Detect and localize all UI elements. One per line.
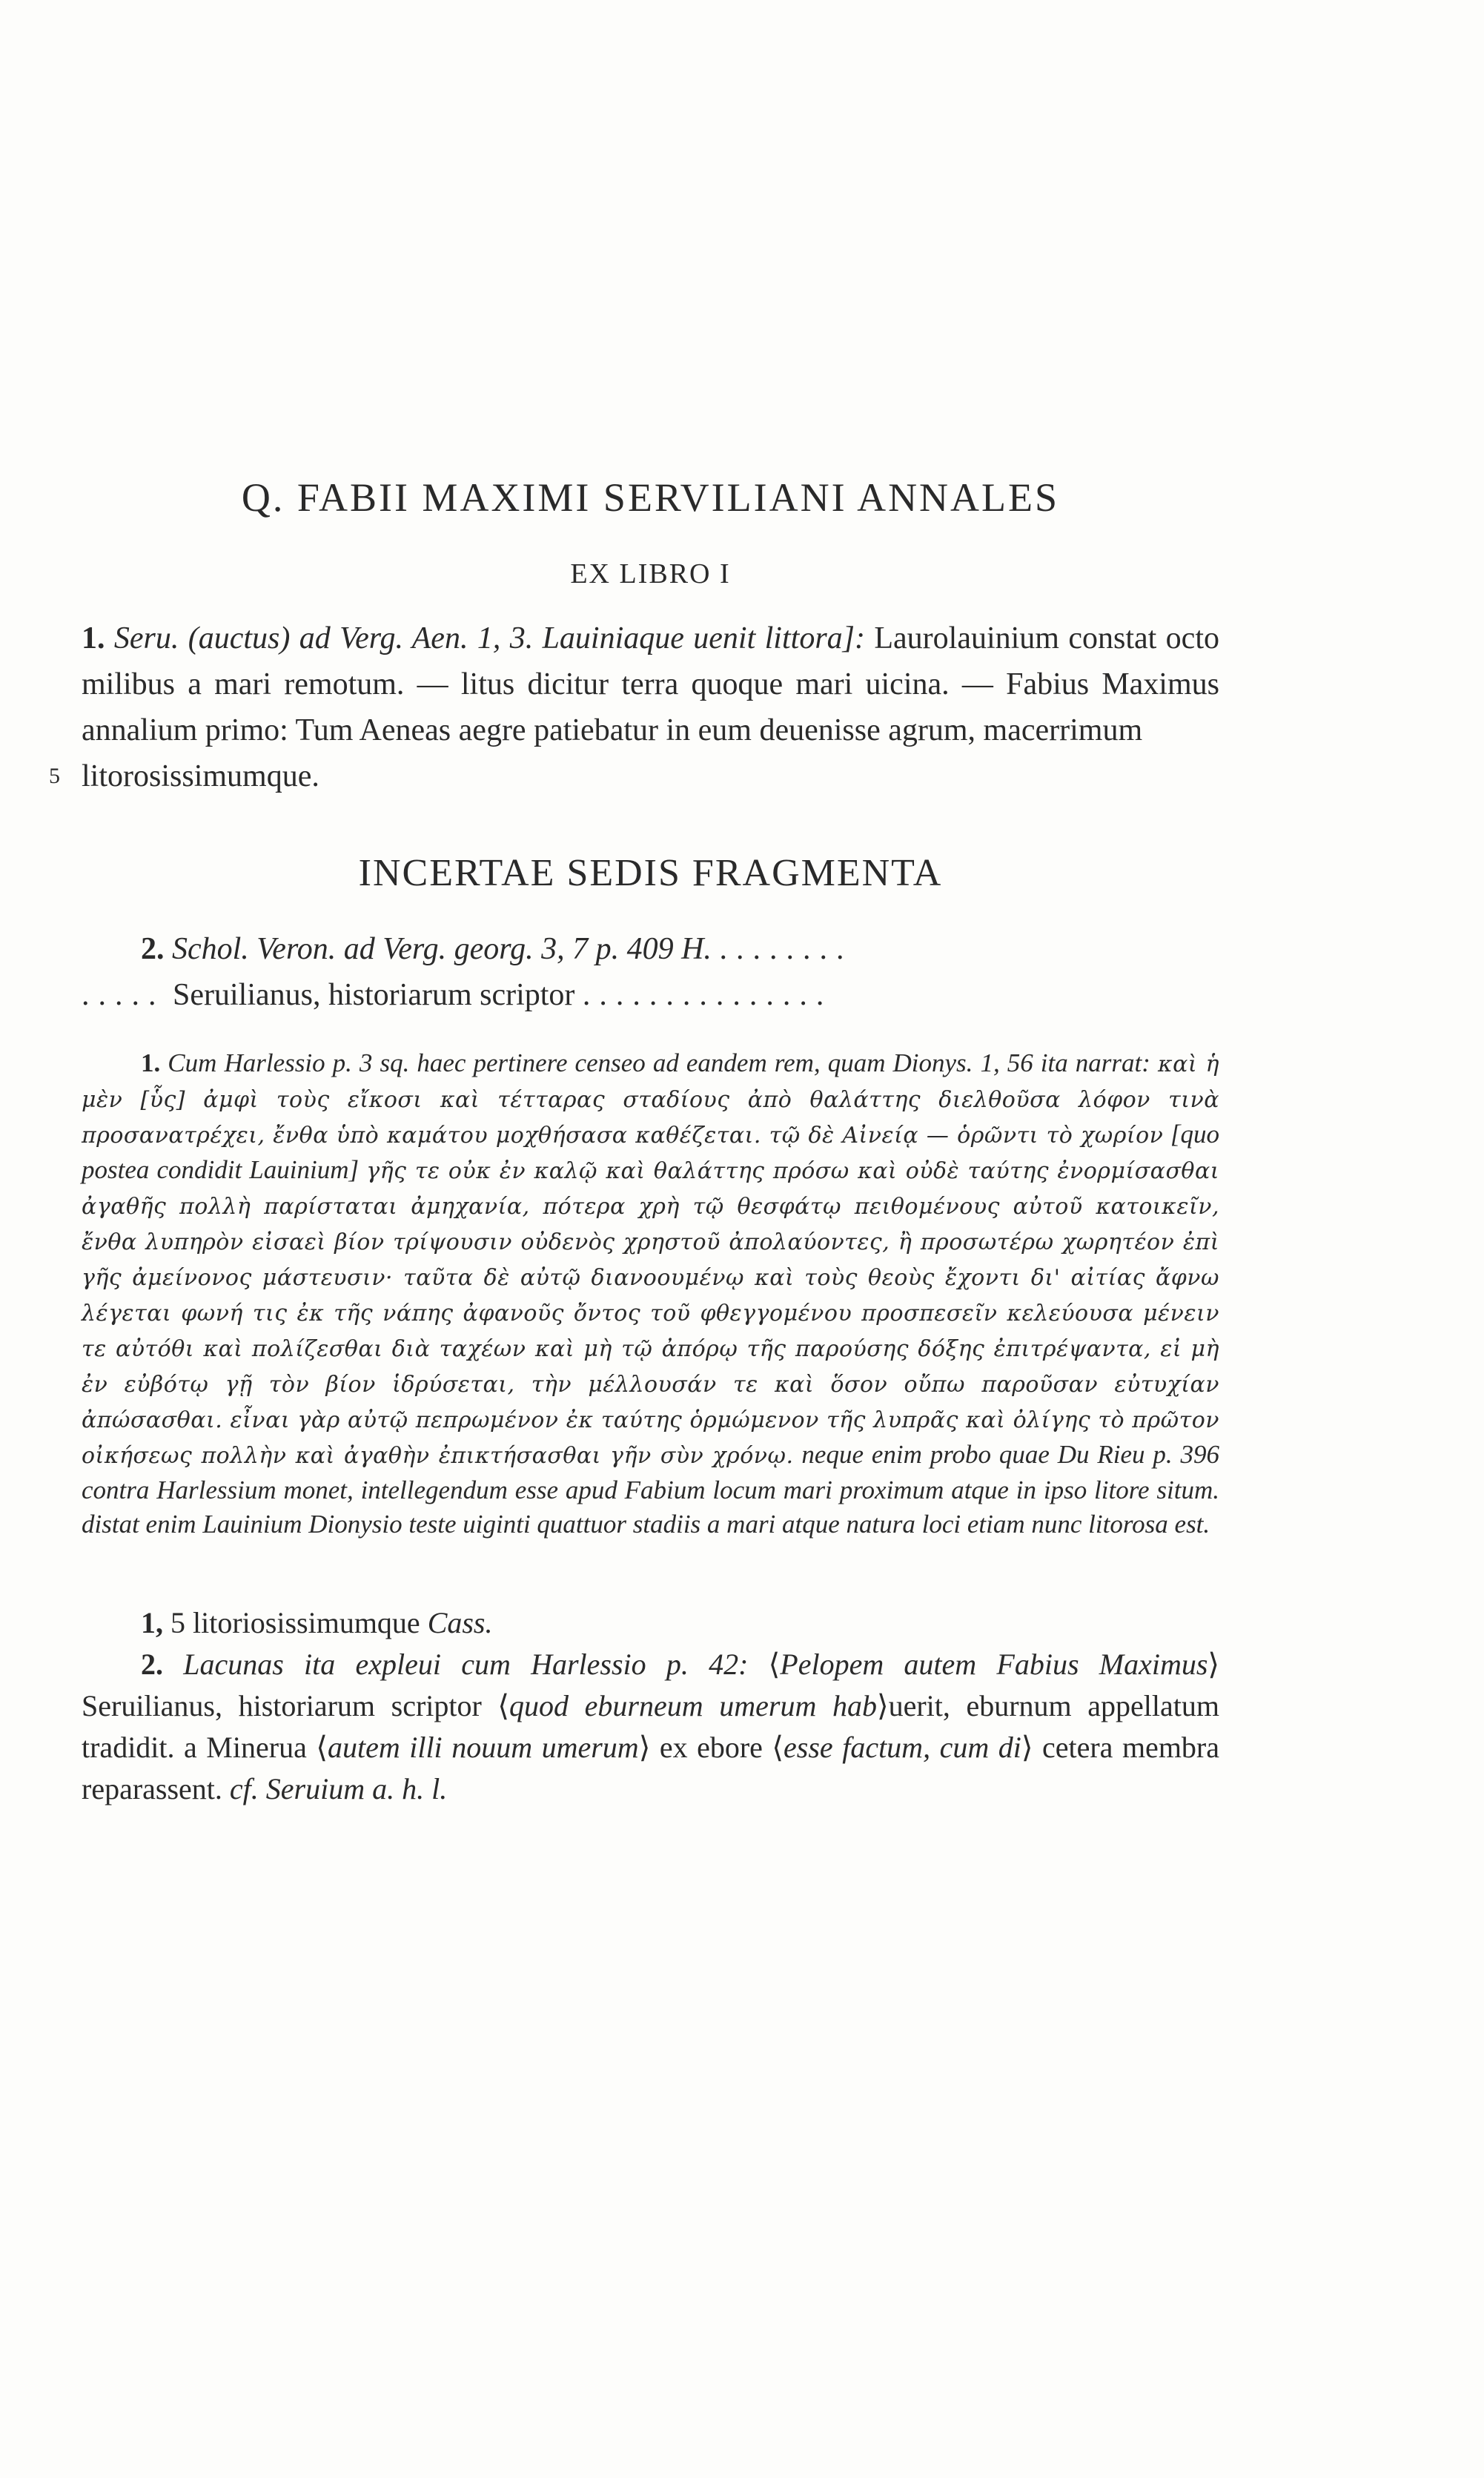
apparatus-1-source: Cass.: [427, 1606, 493, 1639]
apparatus-2: 2. Lacunas ita expleui cum Harlessio p. 42: ⟨Pelopem autem Fabius Maximus⟩ Seruilianus, historiarum scriptor ⟨quod eburneum umerum hab⟩uerit, eburnum appellatum tradidit. a Minerua ⟨autem illi nouum umerum⟩ ex ebore ⟨esse factum, cum di⟩ cetera membra reparassent. cf. Seruium a. h. l.: [82, 1648, 1220, 1805]
fragment-1: [49, 615, 1219, 799]
apparatus-2-text-1: uerit, eburnum appellatum tradidit. a Minerua: [82, 1689, 1219, 1764]
apparatus-2-supplement-1: Pelopem autem Fabius Maximus: [780, 1648, 1208, 1681]
apparatus-1-line: 5: [170, 1606, 185, 1639]
apparatus-2-supplement-4: esse factum, cum di: [784, 1731, 1021, 1764]
page: [49, 475, 1220, 1810]
page-title: Q. FABII MAXIMI SERVILIANI ANNALES: [241, 475, 1060, 520]
fragment-2-source: Schol. Veron. ad Verg. georg. 3, 7 p. 409 H.: [172, 932, 712, 966]
note-1-intro: Cum Harlessio p. 3 sq. haec pertinere censeo ad eandem rem, quam Dionys. 1, 56 ita narrat:: [168, 1048, 1150, 1077]
apparatus-1-ref: 1,: [141, 1606, 163, 1639]
apparatus-2-supplement-3: autem illi nouum umerum: [327, 1731, 639, 1764]
fragment-2-dots-b: .....: [82, 978, 165, 1012]
book-subtitle: EX LIBRO I: [570, 558, 731, 589]
note-1-outro: neque enim probo quae Du Rieu p. 396 contra Harlessium monet, intellegendum esse apud Fabium locum mari proximum atque in ipso litore situm. distat enim Lauinium Dionysio teste uiginti quattuor stadiis a mari atque natura loci etiam nunc litorosa est.: [82, 1440, 1220, 1539]
fragment-2-text: Seruilianus, historiarum scriptor: [173, 978, 575, 1012]
note-1-greek-a: καὶ ἡ μὲν [ὗς] ἀμφὶ τοὺς εἴκοσι καὶ τέτταρας σταδίους ἀπὸ θαλάττης διελθοῦσα λόφον τινὰ προσανατρέχει, ἔνθα ὑπὸ καμάτου μοχθήσασα καθέζεται. τῷ δὲ Αἰνείᾳ — ὁρῶντι τὸ χωρίον: [82, 1051, 1219, 1149]
fragment-1-text: Laurolauinium constat octo milibus a mari remotum. — litus dicitur terra quoque mari uicina. — Fabius Maximus annalium primo: Tum Aeneas aegre patiebatur in eum deuenisse agrum, macerrimum: [82, 621, 1219, 747]
spacer: [82, 1018, 1219, 1046]
line-number: 5: [49, 764, 60, 788]
note-1-number: 1.: [141, 1048, 161, 1077]
apparatus-2-supplement-2: quod eburneum umerum hab: [509, 1689, 877, 1722]
apparatus-2-text-3: cetera membra reparassent.: [82, 1731, 1220, 1805]
apparatus-1: [82, 1602, 1219, 1644]
note-1-bracket: [quo postea condidit Lauinium]: [82, 1120, 1220, 1184]
apparatus-2-name: Seruilianus, historiarum scriptor: [82, 1689, 482, 1722]
fragment-1-number: 1.: [82, 621, 105, 655]
fragment-2-number: 2.: [141, 932, 165, 966]
fragment-1-lemma: Lauiniaque uenit littora]:: [542, 621, 865, 655]
note-1-greek-b: γῆς τε οὐκ ἐν καλῷ καὶ θαλάττης πρόσω καὶ οὐδὲ ταύτης ἐνορμίσασθαι ἀγαθῆς πολλὴ παρίσταται ἀμηχανία, πότερα χρὴ τῷ θεσφάτῳ πειθομένους αὐτοῦ κατοικεῖν, ἔνθα λυπηρὸν εἰσαεὶ βίον τρίψουσιν οὐδενὸς χρηστοῦ ἀπολαύοντες, ἢ προσωτέρω χωρητέον ἐπὶ γῆς ἀμείνονος μάστευσιν· ταῦτα δὲ αὐτῷ διανοουμένῳ καὶ τοὺς θεοὺς ἔχοντι δι' αἰτίας ἄφνω λέγεται φωνή τις ἐκ τῆς νάπης ἀφανοῦς ὄντος τοῦ φθεγγομένου προσπεσεῖν κελεύουσα μένειν τε αὐτόθι καὶ πολίζεσθαι διὰ ταχέων καὶ μὴ τῷ ἀπόρῳ τῆς παρούσης δόξης ἐπιτρέψαντα, εἰ μὴ ἐν εὐβότῳ γῇ τὸν βίον ἱδρύσεται, τὴν μέλλουσάν τε καὶ ὅσον οὔπω παροῦσαν εὐτυχίαν ἀπώσασθαι. εἶναι γὰρ αὐτῷ πεπρωμένον ἐκ ταύτης ὁρμώμενον τῆς λυπρᾶς καὶ ὀλίγης τὸ πρῶτον οἰκήσεως πολλὴν καὶ ἀγαθὴν ἐπικτήσασθαι γῆν σὺν χρόνῳ.: [82, 1158, 1219, 1469]
apparatus-2-text-2: ex ebore: [659, 1731, 763, 1764]
apparatus-2-intro: Lacunas ita expleui cum Harlessio p. 42:: [183, 1648, 749, 1681]
apparatus-2-reference: cf. Seruium a. h. l.: [229, 1772, 448, 1805]
fragment-2-dots-c: ...............: [582, 978, 833, 1012]
note-1: [82, 1046, 1219, 1542]
section-heading: INCERTAE SEDIS FRAGMENTA: [358, 852, 943, 894]
fragment-2: [82, 926, 1219, 1018]
apparatus-1-word: litoriosissimumque: [193, 1606, 420, 1639]
fragment-1-source: Seru. (auctus) ad Verg. Aen. 1, 3.: [113, 621, 534, 655]
apparatus-2-number: 2.: [141, 1648, 163, 1681]
fragment-1-last-line: litorosissimumque.: [82, 759, 319, 793]
fragment-2-dots-a: ........: [719, 932, 853, 966]
